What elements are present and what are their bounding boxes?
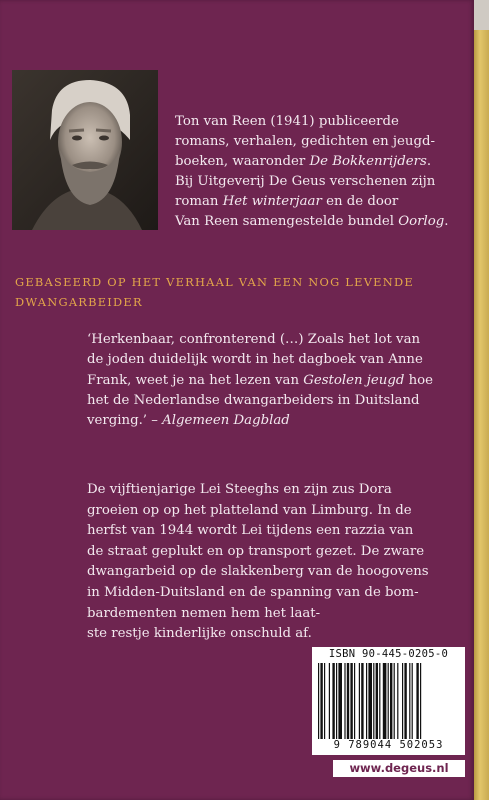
barcode-bar [390,663,392,739]
barcode-bar [388,663,389,739]
book-blurb [87,480,469,645]
text-segment: herfst van 1944 wordt Lei tijdens een razzia van [87,523,414,539]
barcode-bar [347,663,349,739]
barcode-bar [373,663,374,739]
text-segment: roman [175,194,223,209]
text-segment: hoe [404,372,434,388]
blurb-line [87,562,469,583]
barcode-bar [404,663,406,739]
barcode-bar [354,663,355,739]
barcode-bar [338,663,342,739]
italic-title: Gestolen jeugd [303,372,405,388]
text-segment: Frank, weet je na het lezen van [87,372,304,388]
text-segment: dwangarbeid op de slakkenberg van de hoogovens [87,564,429,580]
bio-line [175,132,467,152]
text-segment: bardementen nemen hem het laat- [87,605,321,621]
blurb-line [87,583,469,604]
text-segment: in Midden-Duitsland en de spanning van de bom- [87,584,419,600]
barcode-bar [394,663,395,739]
quote-line [87,411,462,431]
text-segment: . [444,214,449,229]
barcode-bar [376,663,378,739]
barcode-bar [409,663,410,739]
barcode-bar [324,663,325,739]
barcode-bars [318,663,459,739]
barcode-bar [329,663,330,739]
barcode-bar [320,663,322,739]
bio-line [175,172,467,192]
barcode-bar [318,663,319,739]
page-background [474,0,489,30]
isbn-number: ISBN 90-445-0205-0 [328,648,449,660]
italic-title: Algemeen Dagblad [162,413,290,429]
barcode-bar [366,663,367,739]
text-segment: . [426,154,432,169]
italic-title: De Bokkenrijders [309,154,427,169]
barcode [312,647,465,755]
barcode-bar [416,663,418,739]
text-segment: de joden duidelijk wordt in het dagboek van Anne [87,352,423,368]
text-segment: verging.’ – [87,413,163,429]
barcode-bar [361,663,363,739]
text-segment: het de Nederlandse dwangarbeiders in Duitsland [87,392,420,408]
ean-number: 9 789044 502053 [333,739,444,751]
bio-line [175,192,467,212]
italic-title: Het winterjaar [222,194,322,209]
page-edges [474,30,489,800]
barcode-bar [368,663,372,739]
text-segment: Bij Uitgeverij De Geus verschenen zijn [175,174,436,189]
barcode-bar [379,663,380,739]
blurb-line [87,521,469,542]
tagline-line-1: GEBASEERD OP HET VERHAAL VAN EEN NOG LEVENDE [15,275,414,289]
author-photo [12,70,158,230]
text-segment: boeken, waaronder [175,154,310,169]
press-quote [87,330,462,431]
blurb-line [87,624,469,645]
blurb-line [87,501,469,522]
quote-line [87,391,462,411]
barcode-bar [383,663,387,739]
barcode-bar [359,663,360,739]
text-segment: romans, verhalen, gedichten en jeugd- [175,134,435,149]
barcode-bar [397,663,398,739]
blurb-line [87,604,469,625]
blurb-line [87,480,469,501]
barcode-bar [350,663,352,739]
bio-line [175,212,467,232]
text-segment: groeien op op het platteland van Limburg. In de [87,502,412,518]
quote-line [87,350,462,370]
text-segment: Ton van Reen (1941) publiceerde [175,114,399,129]
text-segment: Van Reen samengestelde bundel [175,214,399,229]
barcode-bar [332,663,334,739]
bio-line [175,112,467,132]
publisher-website[interactable]: www.degeus.nl [333,760,465,777]
barcode-bar [402,663,403,739]
barcode-bar [344,663,345,739]
text-segment: en de door [321,194,399,209]
italic-title: Oorlog [398,214,445,229]
text-segment: De vijftienjarige Lei Steeghs en zijn zus Dora [87,482,392,497]
quote-line [87,371,462,391]
author-bio [175,112,467,232]
tagline [15,272,470,312]
text-segment: de straat geplukt en op transport gezet. De zware [87,543,425,559]
barcode-bar [420,663,421,739]
barcode-bar [412,663,413,739]
bio-line [175,152,467,172]
blurb-line [87,542,469,563]
text-segment: ste restje kinderlijke onschuld af. [87,626,312,642]
quote-line [87,330,462,350]
barcode-bar [336,663,337,739]
text-segment: ‘Herkenbaar, confronterend (…) Zoals het lot van [87,332,421,347]
tagline-line-2: DWANGARBEIDER [15,295,143,309]
